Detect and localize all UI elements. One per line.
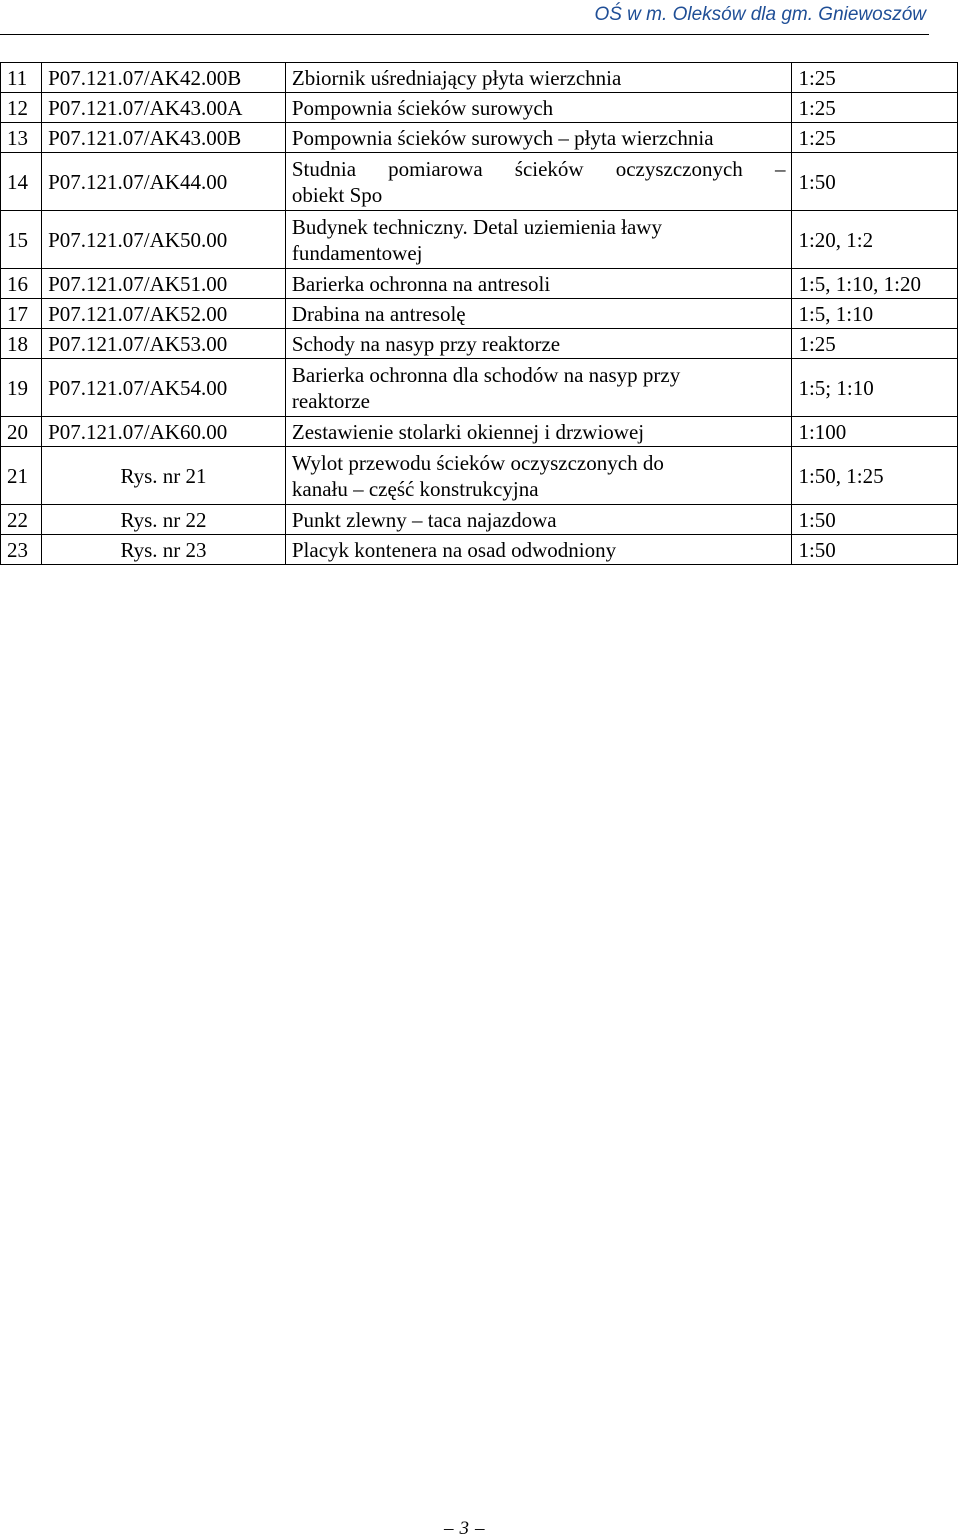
drawing-title-line: Studnia pomiarowa ścieków oczyszczonych –: [291, 157, 786, 181]
drawing-title-line: Zestawienie stolarki okiennej i drzwiowej: [291, 420, 645, 444]
row-number: 15: [1, 211, 42, 269]
drawing-scale: 1:5, 1:10, 1:20: [792, 269, 958, 299]
drawing-title: [285, 359, 792, 417]
drawing-scale: 1:5; 1:10: [792, 359, 958, 417]
drawing-title-line: Schody na nasyp przy reaktorze: [291, 332, 561, 356]
drawing-title-line: reaktorze: [291, 389, 370, 413]
drawing-symbol: P07.121.07/AK54.00: [42, 359, 286, 417]
drawing-title-line: Zbiornik uśredniający płyta wierzchnia: [291, 66, 622, 90]
page-number-dash: –: [444, 1518, 454, 1539]
drawings-table: [0, 62, 958, 565]
drawing-title: [285, 329, 792, 359]
drawing-symbol: Rys. nr 23: [42, 535, 286, 565]
table-row: [1, 535, 958, 565]
table-row: [1, 417, 958, 447]
header-rule: [0, 34, 929, 35]
drawing-symbol: P07.121.07/AK50.00: [42, 211, 286, 269]
table-row: [1, 153, 958, 211]
row-number: 21: [1, 447, 42, 505]
drawing-symbol: Rys. nr 21: [42, 447, 286, 505]
drawing-scale: 1:25: [792, 63, 958, 93]
drawing-symbol: P07.121.07/AK43.00B: [42, 123, 286, 153]
drawing-scale: 1:25: [792, 123, 958, 153]
table-row: [1, 269, 958, 299]
page-header-title: OŚ w m. Oleksów dla gm. Gniewoszów: [594, 4, 926, 25]
drawing-symbol: P07.121.07/AK51.00: [42, 269, 286, 299]
row-number: 22: [1, 505, 42, 535]
table-row: [1, 93, 958, 123]
drawing-scale: 1:25: [792, 329, 958, 359]
page-number-value: 3: [459, 1518, 469, 1539]
drawing-title-line: fundamentowej: [291, 241, 423, 265]
drawing-title: [285, 535, 792, 565]
table-row: [1, 63, 958, 93]
table-row: [1, 211, 958, 269]
drawing-title: [285, 299, 792, 329]
drawing-title: [285, 153, 792, 211]
row-number: 11: [1, 63, 42, 93]
table-row: [1, 447, 958, 505]
drawing-scale: 1:50: [792, 153, 958, 211]
drawing-title-line: Placyk kontenera na osad odwodniony: [291, 538, 617, 562]
row-number: 16: [1, 269, 42, 299]
drawing-title-line: Pompownia ścieków surowych: [291, 96, 554, 120]
drawing-scale: 1:100: [792, 417, 958, 447]
drawing-symbol: P07.121.07/AK42.00B: [42, 63, 286, 93]
table-row: [1, 299, 958, 329]
row-number: 12: [1, 93, 42, 123]
drawing-symbol: P07.121.07/AK43.00A: [42, 93, 286, 123]
row-number: 18: [1, 329, 42, 359]
table-row: [1, 329, 958, 359]
drawing-scale: 1:50: [792, 535, 958, 565]
drawing-title: [285, 269, 792, 299]
row-number: 20: [1, 417, 42, 447]
drawing-title-line: Drabina na antresolę: [291, 302, 466, 326]
drawing-title: [285, 211, 792, 269]
drawing-scale: 1:20, 1:2: [792, 211, 958, 269]
drawing-title-line: Budynek techniczny. Detal uziemienia ławy: [291, 215, 662, 239]
drawing-title: [285, 123, 792, 153]
drawing-symbol: Rys. nr 22: [42, 505, 286, 535]
drawing-title-line: kanału – część konstrukcyjna: [291, 477, 539, 501]
drawing-title: [285, 417, 792, 447]
drawing-symbol: P07.121.07/AK44.00: [42, 153, 286, 211]
drawing-scale: 1:25: [792, 93, 958, 123]
drawing-title-line: Barierka ochronna na antresoli: [291, 272, 551, 296]
drawing-title-line: Barierka ochronna dla schodów na nasyp przy: [291, 363, 681, 387]
table-row: [1, 359, 958, 417]
table-row: [1, 505, 958, 535]
drawing-title: [285, 93, 792, 123]
drawing-title: [285, 447, 792, 505]
drawing-title-line: Pompownia ścieków surowych – płyta wierzchnia: [291, 126, 714, 150]
drawing-title-line: Punkt zlewny – taca najazdowa: [291, 508, 557, 532]
drawing-scale: 1:5, 1:10: [792, 299, 958, 329]
row-number: 19: [1, 359, 42, 417]
row-number: 13: [1, 123, 42, 153]
drawing-title-line: Wylot przewodu ścieków oczyszczonych do: [291, 451, 664, 475]
page-number-dash: –: [475, 1518, 485, 1539]
page-number: [444, 1518, 485, 1540]
drawing-symbol: P07.121.07/AK53.00: [42, 329, 286, 359]
row-number: 14: [1, 153, 42, 211]
table-row: [1, 123, 958, 153]
drawing-title: [285, 63, 792, 93]
row-number: 17: [1, 299, 42, 329]
drawing-title-line: obiekt Spo: [291, 183, 383, 207]
drawing-symbol: P07.121.07/AK60.00: [42, 417, 286, 447]
drawing-symbol: P07.121.07/AK52.00: [42, 299, 286, 329]
drawing-scale: 1:50, 1:25: [792, 447, 958, 505]
drawing-scale: 1:50: [792, 505, 958, 535]
row-number: 23: [1, 535, 42, 565]
drawing-title: [285, 505, 792, 535]
